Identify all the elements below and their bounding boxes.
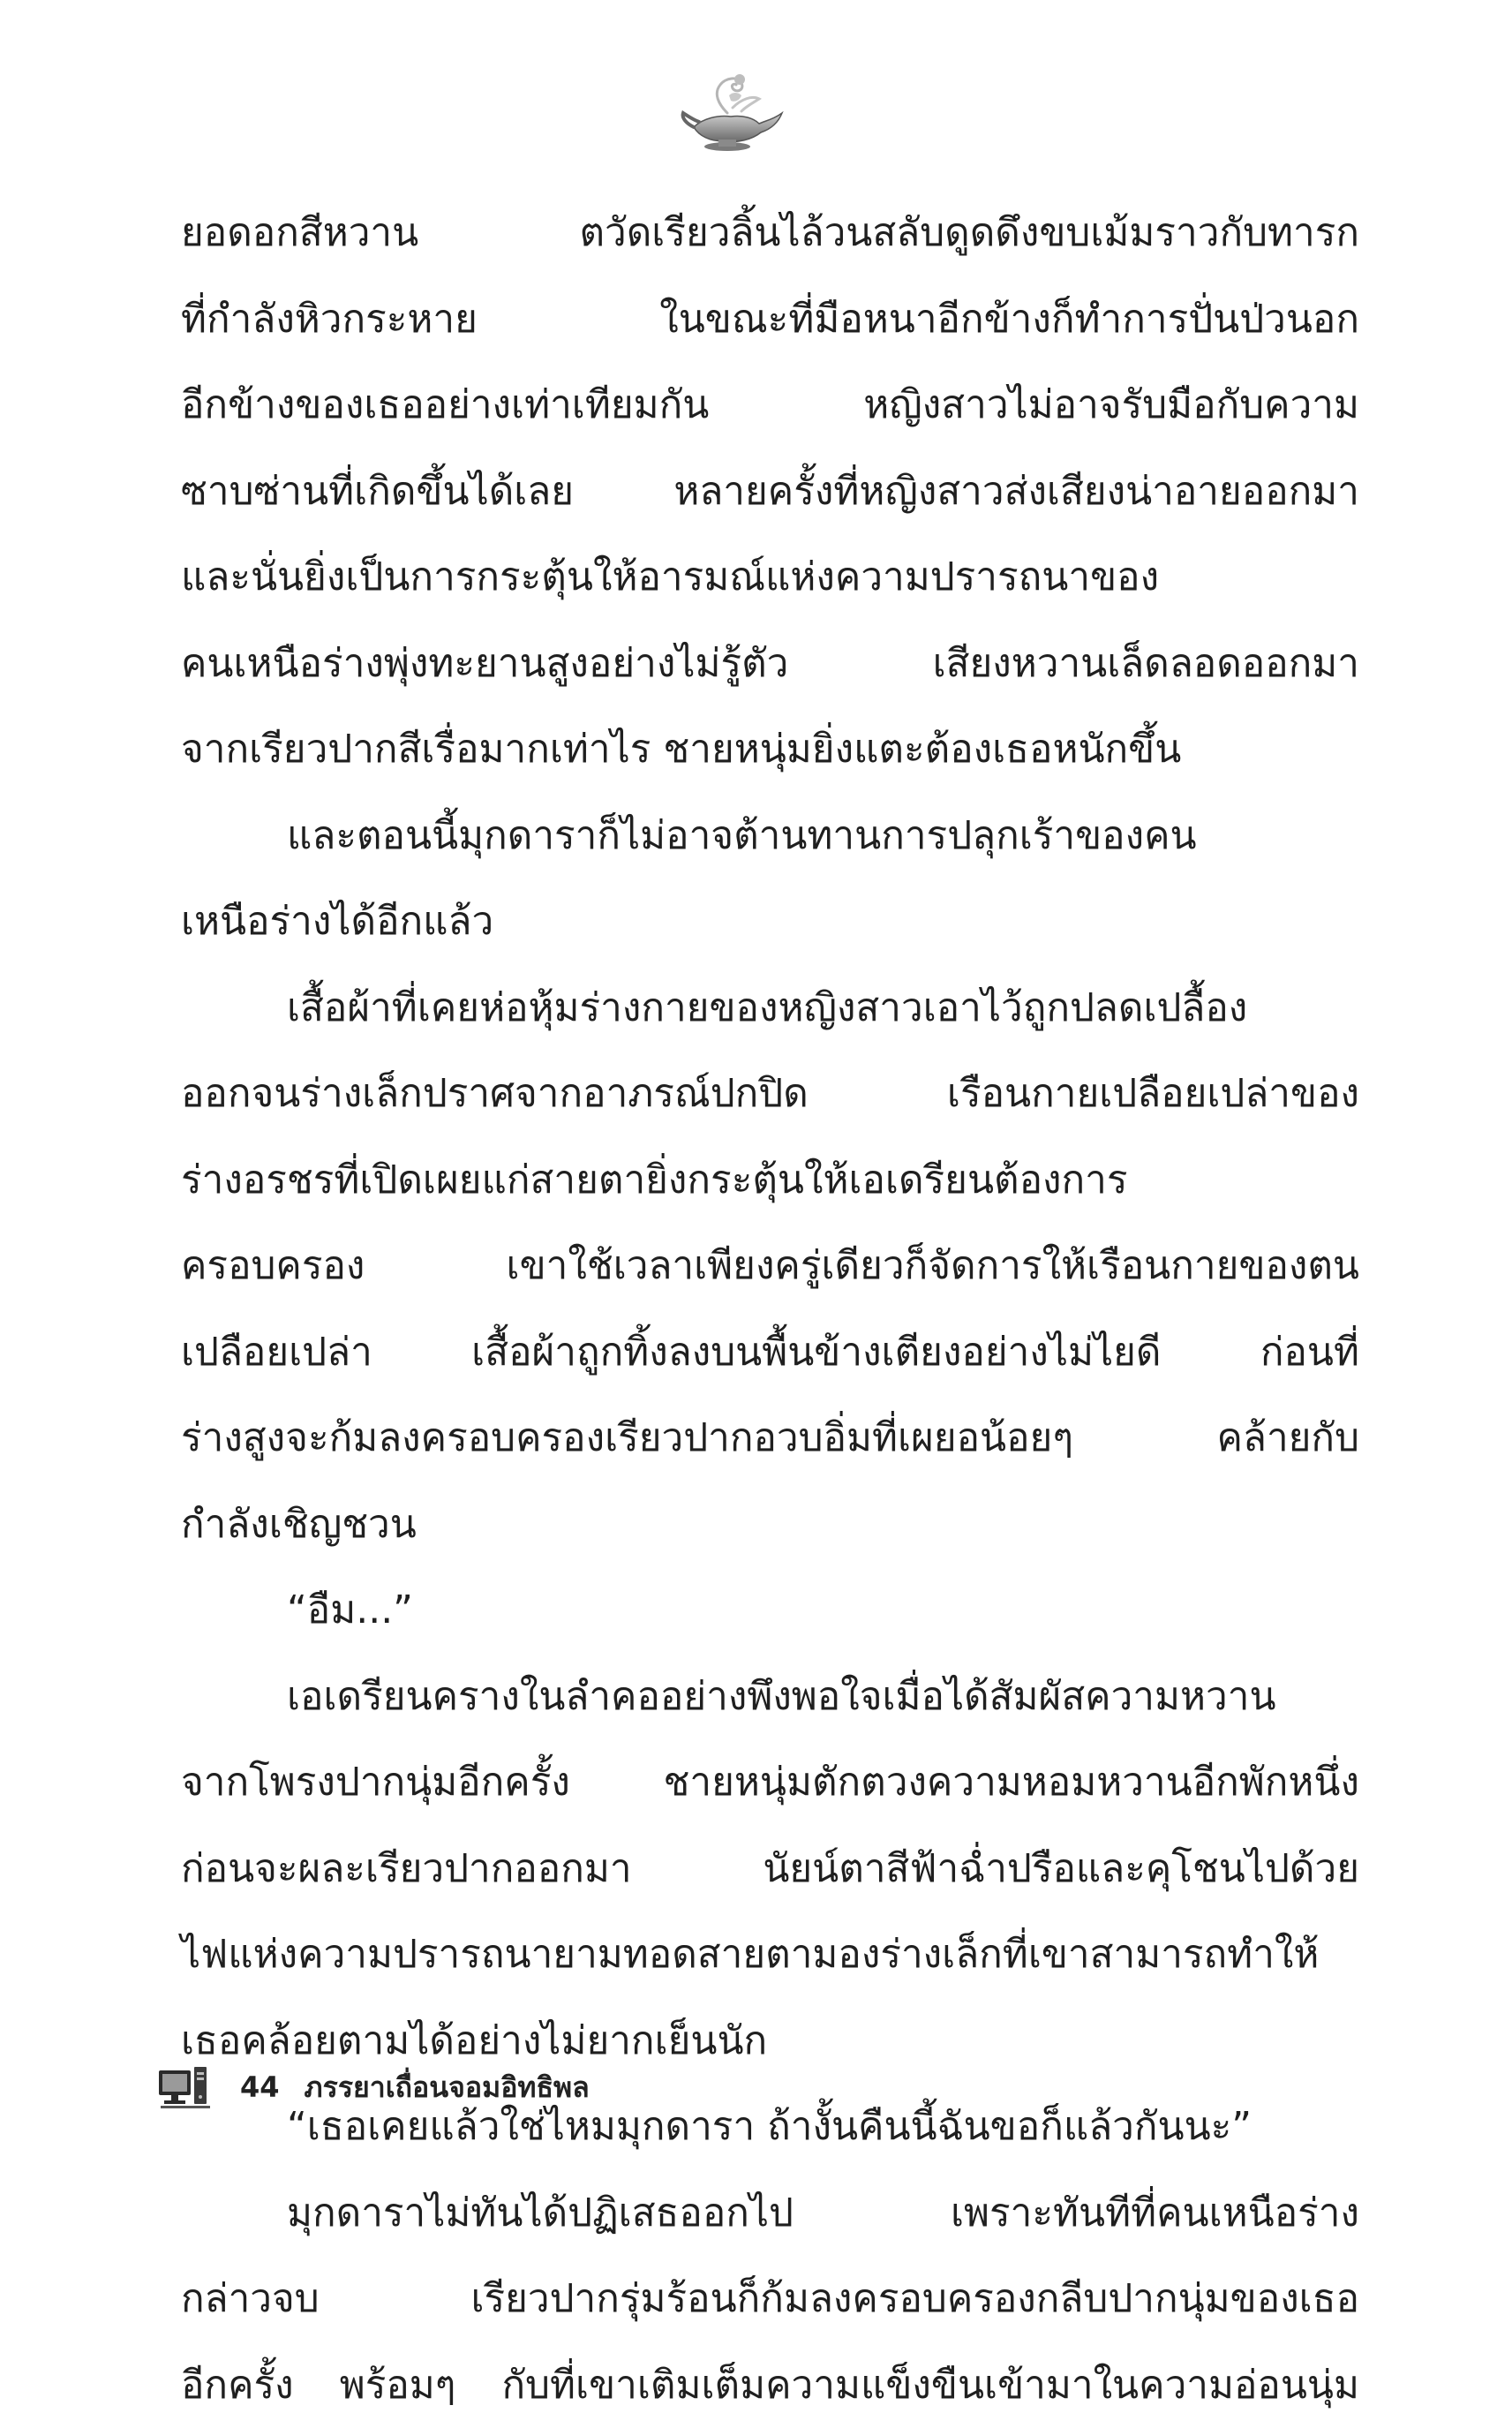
text-line: เปลือยเปล่า เสื้อผ้าถูกทิ้งลงบนพื้นข้างเตียงอย่างไม่ไยดี ก่อนที่ [181, 1309, 1359, 1396]
text-line: ร่างอรชรที่เปิดเผยแก่สายตายิ่งกระตุ้นให้เอเดรียนต้องการ [181, 1137, 1359, 1224]
text-line: และนั่นยิ่งเป็นการกระตุ้นให้อารมณ์แห่งความปรารถนาของ [181, 534, 1359, 621]
body-text [181, 190, 1359, 2000]
text-line: ร่างสูงจะก้มลงครอบครองเรียวปากอวบอิ่มที่เผยอน้อยๆ คล้ายกับ [181, 1395, 1359, 1482]
text-line: ก่อนจะผละเรียวปากออกมา นัยน์ตาสีฟ้าฉ่ำปรือและคุโชนไปด้วย [181, 1826, 1359, 1912]
text-line: อีกครั้ง พร้อมๆ กับที่เขาเติมเต็มความแข็งขืนเข้ามาในความอ่อนนุ่ม [181, 2342, 1359, 2428]
text-line: เธอคล้อยตามได้อย่างไม่ยากเย็นนัก [181, 1998, 1359, 2085]
text-line: ไฟแห่งความปรารถนายามทอดสายตามองร่างเล็กที่เขาสามารถทำให้ [181, 1911, 1359, 1998]
text-line: ออกจนร่างเล็กปราศจากอาภรณ์ปกปิด เรือนกายเปลือยเปล่าของ [181, 1051, 1359, 1137]
text-line: ซาบซ่านที่เกิดขึ้นได้เลย หลายครั้งที่หญิงสาวส่งเสียงน่าอายออกมา [181, 449, 1359, 535]
text-line: กำลังเชิญชวน [181, 1482, 1359, 1568]
text-line: จากเรียวปากสีเรื่อมากเท่าไร ชายหนุ่มยิ่งแตะต้องเธอหนักขึ้น [181, 706, 1359, 793]
text-line: ยอดอกสีหวาน ตวัดเรียวลิ้นไล้วนสลับดูดดึงขบเม้มราวกับทารก [181, 190, 1359, 276]
text-line: เอเดรียนครางในลำคออย่างพึงพอใจเมื่อได้สัมผัสความหวาน [181, 1654, 1359, 1740]
text-line: ที่กำลังหิวกระหาย ในขณะที่มือหนาอีกข้างก็ทำการปั่นป่วนอก [181, 276, 1359, 363]
text-line: และตอนนี้มุกดาราก็ไม่อาจต้านทานการปลุกเร้าของคน [181, 793, 1359, 879]
text-line: “อืม...” [181, 1567, 1359, 1654]
page-number: 44 [240, 2070, 280, 2104]
text-line: ครอบครอง เขาใช้เวลาเพียงครู่เดียวก็จัดการให้เรือนกายของตน [181, 1223, 1359, 1309]
book-title: ภรรยาเถื่อนจอมอิทธิพล [305, 2065, 590, 2110]
text-line: คนเหนือร่างพุ่งทะยานสูงอย่างไม่รู้ตัว เสียงหวานเล็ดลอดออกมา [181, 621, 1359, 707]
text-line: อีกข้างของเธออย่างเท่าเทียมกัน หญิงสาวไม่อาจรับมือกับความ [181, 362, 1359, 449]
text-line: กล่าวจบ เรียวปากรุ่มร้อนก็ก้มลงครอบครองกลีบปากนุ่มของเธอ [181, 2256, 1359, 2342]
text-line: เหนือร่างได้อีกแล้ว [181, 878, 1359, 965]
text-line: จากโพรงปากนุ่มอีกครั้ง ชายหนุ่มตักตวงความหอมหวานอีกพักหนึ่ง [181, 1739, 1359, 1826]
computer-icon [157, 2065, 214, 2109]
magic-lamp-icon [667, 69, 791, 154]
text-line: เสื้อผ้าที่เคยห่อหุ้มร่างกายของหญิงสาวเอาไว้ถูกปลดเปลื้อง [181, 965, 1359, 1052]
page-footer [157, 2064, 590, 2110]
text-line: มุกดาราไม่ทันได้ปฏิเสธออกไป เพราะทันทีที่คนเหนือร่าง [181, 2170, 1359, 2257]
text-line: “เธอเคยแล้วใช่ไหมมุกดารา ถ้างั้นคืนนี้ฉันขอก็แล้วกันนะ” [181, 2084, 1359, 2170]
